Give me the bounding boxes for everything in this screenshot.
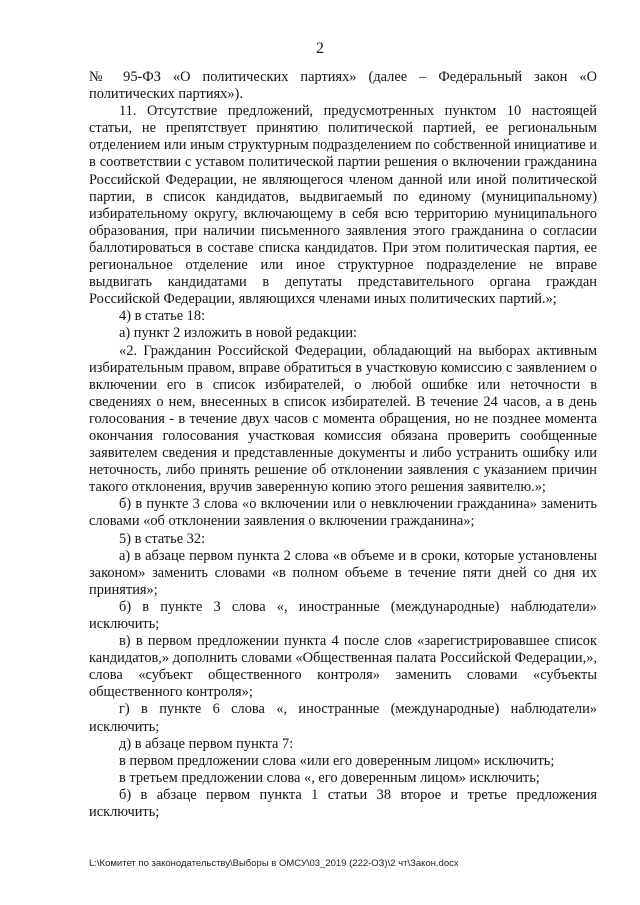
paragraph-item-5d-2: в третьем предложении слова «, его доверенным лицом» исключить;	[119, 769, 540, 786]
paragraph-item-5d: д) в абзаце первом пункта 7:	[119, 735, 294, 752]
page-number: 2	[316, 40, 324, 57]
paragraph-item-5a: а) в абзаце первом пункта 2 слова «в объеме и в сроки, которые установлены законом» заменить словами «в полном объеме в течение пяти дней со дня их принятия»;	[89, 547, 597, 598]
paragraph-item-5: 5) в статье 32:	[119, 530, 206, 547]
paragraph-item-5d-1: в первом предложении слова «или его доверенным лицом» исключить;	[119, 752, 555, 769]
paragraph-item-6: б) в абзаце первом пункта 1 статьи 38 второе и третье предложения исключить;	[89, 786, 597, 821]
paragraph-item-4: 4) в статье 18:	[119, 308, 206, 325]
paragraph-law-reference: № 95-ФЗ «О политических партиях» (далее – Федеральный закон «О политических партиях»).	[89, 69, 597, 103]
paragraph-item-11: 11. Отсутствие предложений, предусмотренных пунктом 10 настоящей статьи, не препятствует принятию политической партией, ее региональным отделением или иным структурным подразделением по собственной инициативе и в соответствии с уставом политической партии решения о включении гражданина Российской Федерации, не являющегося членом данной или иной политической партии, в список кандидатов, выдвигаемый по единому (муниципальному) избирательному округу, включающему в себя всю территорию муниципального образования, при наличии письменного заявления этого гражданина о согласии баллотироваться в составе списка кандидатов. При этом политическая партия, ее региональное отделение или иное структурное подразделение не вправе выдвигать кандидатами в депутаты представительного органа граждан Российской Федерации, являющихся членами иных политических партий.»;	[89, 103, 597, 308]
paragraph-item-4a-text: «2. Гражданин Российской Федерации, обладающий на выборах активным избирательным правом, вправе обратиться в участковую комиссию с заявлением о включении его в список избирателей, о любой ошибке или неточности в сведениях о нем, внесенных в список избирателей. В течение 24 часов, а в день голосования - в течение двух часов с момента обращения, но не позднее момента окончания голосования участковая комиссия обязана проверить сообщенные заявителем сведения и представленные документы и либо устранить ошибку или неточность, либо принять решение об отклонении заявления с указанием причин такого отклонения, вручив заверенную копию этого решения заявителю.»;	[89, 342, 597, 496]
paragraph-item-5v: в) в первом предложении пункта 4 после слов «зарегистрировавшее список кандидатов,» дополнить словами «Общественная палата Российской Федерации,», слова «субъект общественного контроля» заменить словами «субъекты общественного контроля»;	[89, 633, 597, 701]
document-body	[89, 69, 597, 821]
paragraph-item-4b: б) в пункте 3 слова «о включении или о невключении гражданина» заменить словами «об отклонении заявления о включении гражданина»;	[89, 496, 597, 530]
footer-file-path: L:\Комитет по законодательству\Выборы в ОМСУ\03_2019 (222-ОЗ)\2 чт\Закон.docx	[89, 858, 459, 869]
paragraph-item-5g: г) в пункте 6 слова «, иностранные (международные) наблюдатели» исключить;	[89, 701, 597, 735]
paragraph-item-5b: б) в пункте 3 слова «, иностранные (международные) наблюдатели» исключить;	[89, 598, 597, 632]
paragraph-item-4a: а) пункт 2 изложить в новой редакции:	[119, 325, 358, 342]
